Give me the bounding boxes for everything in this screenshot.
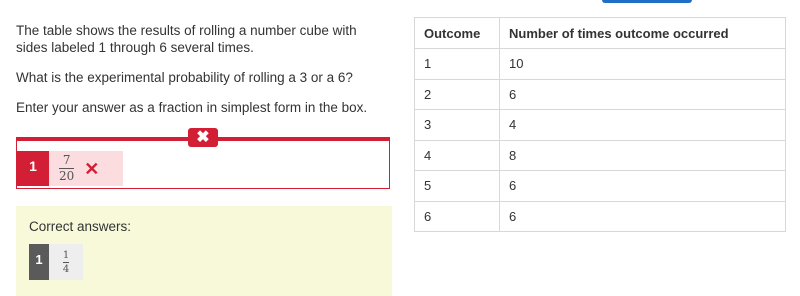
question-intro: The table shows the results of rolling a number cube with sides labeled 1 through 6 several times.: [16, 23, 357, 55]
table-row: [415, 171, 786, 202]
outcomes-table: [414, 17, 786, 232]
incorrect-icon: ✖: [188, 128, 218, 147]
question-instruction: Enter your answer as a fraction in simplest form in the box.: [16, 100, 368, 115]
answer-index: 1: [17, 151, 49, 186]
fraction-bar: [63, 262, 69, 263]
table-row: [415, 49, 786, 80]
table-row: [415, 140, 786, 171]
correct-answers-title: Correct answers:: [29, 219, 132, 234]
correct-answer: [29, 244, 83, 280]
correct-answers-panel: [16, 206, 392, 296]
answer-value: [49, 151, 123, 186]
table-row: [415, 79, 786, 110]
count-cell: 6: [500, 79, 786, 110]
count-cell: 8: [500, 140, 786, 171]
count-cell: 10: [500, 49, 786, 80]
answer-numerator: 7: [62, 153, 71, 167]
table-row: [415, 201, 786, 232]
outcome-cell: 2: [415, 79, 500, 110]
student-answer[interactable]: [17, 151, 123, 186]
correct-fraction: [63, 250, 69, 275]
header-outcome: Outcome: [415, 18, 500, 49]
correct-denominator: 4: [62, 263, 70, 275]
correct-answer-value: [49, 244, 83, 280]
correct-answer-index: 1: [29, 244, 49, 280]
table-header-row: [415, 18, 786, 49]
table-row: [415, 110, 786, 141]
outcome-cell: 6: [415, 201, 500, 232]
outcome-cell: 1: [415, 49, 500, 80]
question-text: [16, 22, 376, 129]
count-cell: 6: [500, 171, 786, 202]
count-cell: 4: [500, 110, 786, 141]
top-tab-indicator: [602, 0, 692, 3]
answer-denominator: 20: [59, 169, 75, 183]
count-cell: 6: [500, 201, 786, 232]
outcome-cell: 5: [415, 171, 500, 202]
outcome-cell: 4: [415, 140, 500, 171]
question-prompt: What is the experimental probability of rolling a 3 or a 6?: [16, 70, 353, 85]
header-count: Number of times outcome occurred: [500, 18, 786, 49]
correct-numerator: 1: [62, 249, 70, 261]
wrong-x-icon: ✕: [84, 158, 100, 179]
outcome-cell: 3: [415, 110, 500, 141]
answer-fraction: [59, 154, 74, 183]
